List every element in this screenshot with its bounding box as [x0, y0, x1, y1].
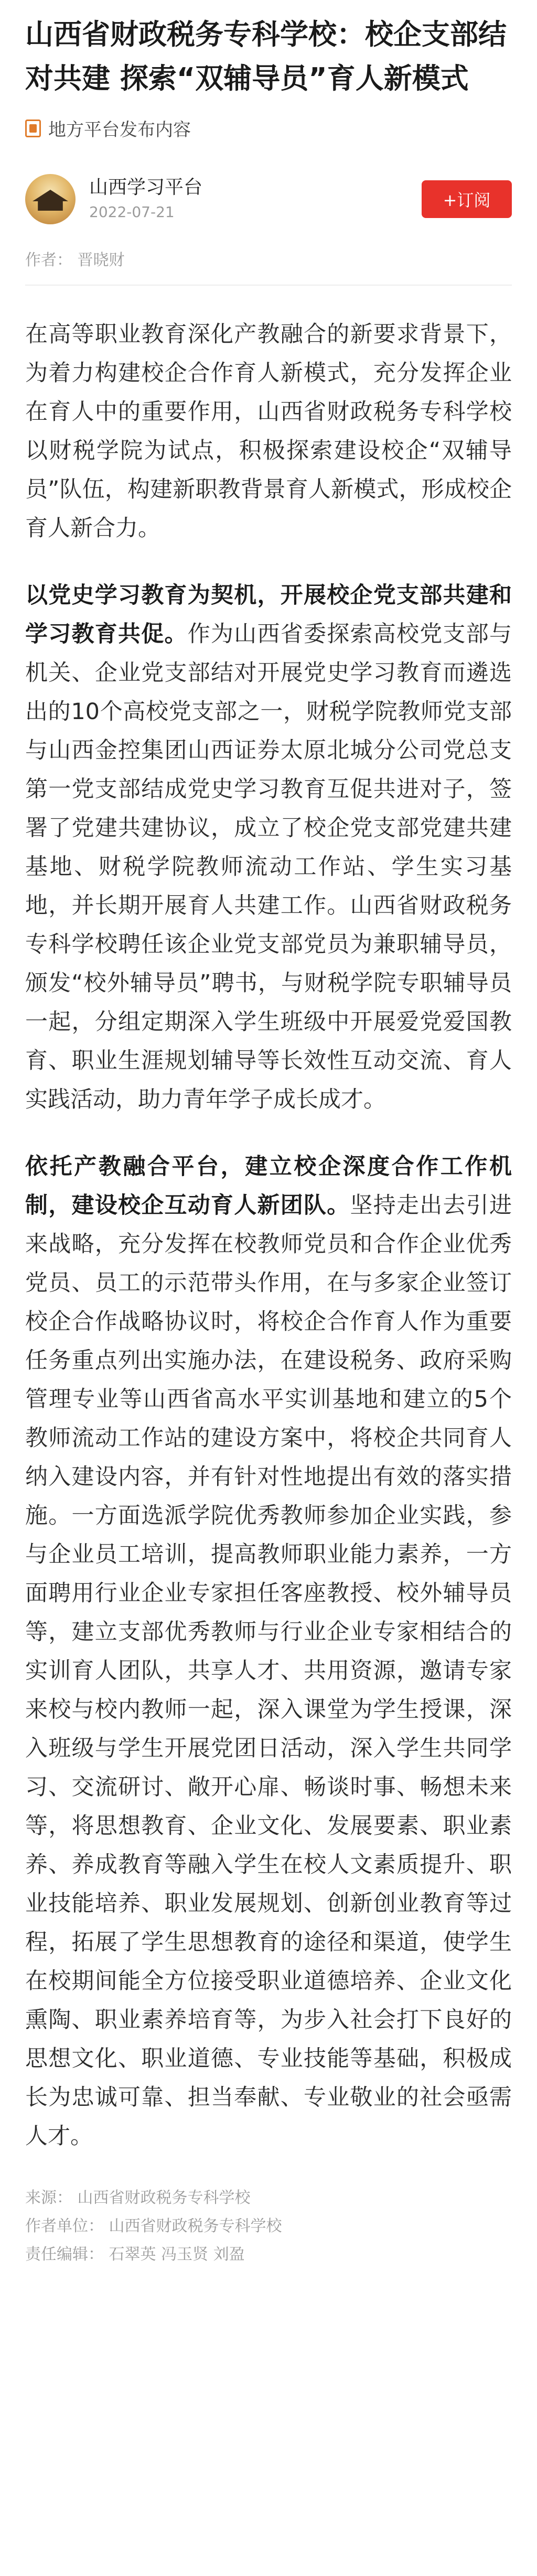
paragraph — [25, 1147, 512, 2156]
account-avatar[interactable] — [25, 174, 76, 224]
account-name[interactable]: 山西学习平台 — [89, 177, 203, 198]
divider — [25, 285, 512, 286]
paragraph-text: 坚持走出去引进来战略，充分发挥在校教师党员和合作企业优秀党员、员工的示范带头作用，在与多家企业签订校企合作战略协议时，将校企合作育人作为重要任务重点列出实施办法，在建设税务、政府采购管理专业等山西省高水平实训基地和建立的5个教师流动工作站的建设方案中，将校企共同育人纳入建设内容，并有针对性地提出有效的落实措施。一方面选派学院优秀教师参加企业实践，参与企业员工培训，提高教师职业能力素养，一方面聘用行业企业专家担任客座教授、校外辅导员等，建立支部优秀教师与行业企业专家相结合的实训育人团队，共享人才、共用资源，邀请专家来校与校内教师一起，深入课堂为学生授课，深入班级与学生开展党团日活动，深入学生共同学习、交流研讨、敞开心扉、畅谈时事、畅想未来等，将思想教育、企业文化、发展要素、职业素养、养成教育等融入学生在校人文素质提升、职业技能培养、职业发展规划、创新创业教育等过程，拓展了学生思想教育的途径和渠道，使学生在校期间能全方位接受职业道德培养、企业文化熏陶、职业素养培育等，为步入社会打下良好的思想文化、职业道德、专业技能等基础，积极成长为忠诚可靠、担当奉献、专业敬业的社会亟需人才。 — [25, 1192, 512, 2149]
local-platform-icon — [25, 119, 41, 137]
paragraph — [25, 576, 512, 1119]
pavilion-icon — [33, 190, 68, 211]
article-footer — [25, 2184, 512, 2269]
paragraph-lead: 依托产教融合平台，建立校企深度合作工作机制，建设校企互动育人新团队。 — [25, 1154, 512, 1219]
platform-row — [25, 115, 512, 141]
paragraph-text: 作为山西省委探索高校党支部与机关、企业党支部结对开展党史学习教育而遴选出的10个高校党支部之一，财税学院教师党支部与山西金控集团山西证券太原北城分公司党总支第一党支部结成党史学习教育互促共进对子，签署了党建共建协议，成立了校企党支部党建共建基地、财税学院教师流动工作站、学生实习基地，并长期开展育人共建工作。山西省财政税务专科学校聘任该企业党支部党员为兼职辅导员，颁发“校外辅导员”聘书，与财税学院专职辅导员一起，分组定期深入学生班级中开展爱党爱国教育、职业生涯规划辅导等长效性互动交流、育人实践活动，助力青年学子成长成才。 — [25, 621, 512, 1113]
paragraph-text: 在高等职业教育深化产教融合的新要求背景下，为着力构建校企合作育人新模式，充分发挥企业在育人中的重要作用，山西省财政税务专科学校以财税学院为试点，积极探索建设校企“双辅导员”队伍，构建新职教背景育人新模式，形成校企育人新合力。 — [25, 321, 512, 541]
footer-unit: 作者单位： 山西省财政税务专科学校 — [25, 2217, 282, 2235]
paragraph-lead: 以党史学习教育为契机，开展校企党支部共建和学习教育共促。 — [25, 582, 512, 647]
subscribe-button[interactable]: +订阅 — [422, 180, 512, 218]
footer-editors: 责任编辑： 石翠英 冯玉贤 刘盈 — [25, 2245, 245, 2264]
footer-source: 来源： 山西省财政税务专科学校 — [25, 2189, 251, 2207]
article-body — [25, 315, 512, 2156]
account-meta — [89, 176, 422, 223]
paragraph — [25, 315, 512, 548]
account-row — [25, 170, 512, 228]
article-title: 山西省财政税务专科学校：校企支部结对共建 探索“双辅导员”育人新模式 — [25, 18, 507, 95]
article-writer: 作者： 晋晓财 — [25, 251, 125, 269]
publish-date: 2022-07-21 — [89, 203, 175, 221]
platform-label: 地方平台发布内容 — [48, 119, 191, 140]
